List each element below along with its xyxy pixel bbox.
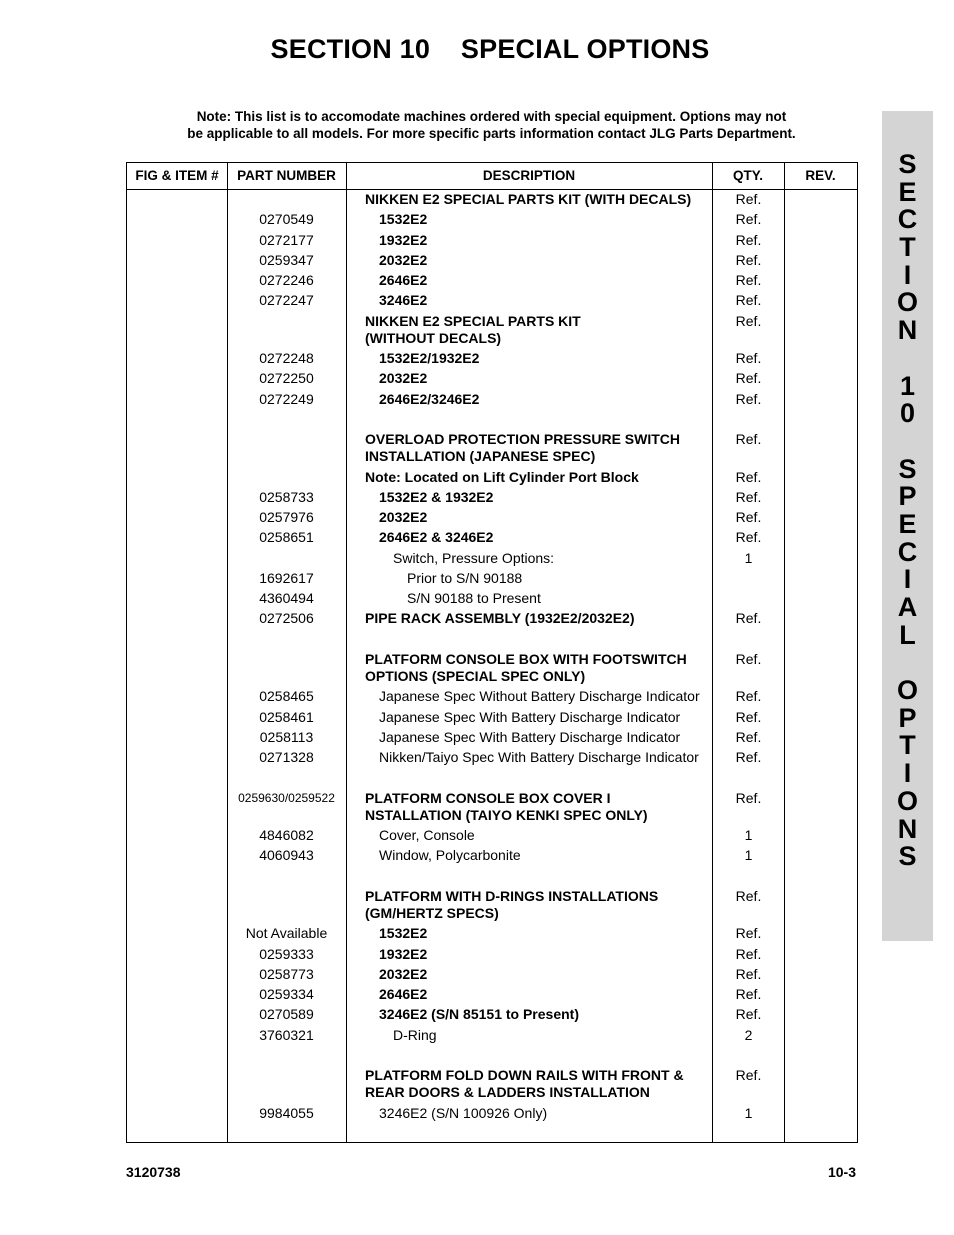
description-line: PLATFORM FOLD DOWN RAILS WITH FRONT & <box>365 1067 684 1083</box>
parts-table <box>126 162 858 1143</box>
side-tab-letter: I <box>903 564 912 595</box>
qty-cell: Ref. <box>735 431 762 447</box>
header-rev: REV. <box>805 168 836 183</box>
side-tab-letter: S <box>898 453 917 484</box>
side-tab-letter <box>882 345 933 373</box>
description-cell <box>379 827 724 844</box>
side-tab-letter: N <box>897 315 918 346</box>
section-side-tab-letters <box>882 151 933 871</box>
side-tab-letter: E <box>898 508 917 539</box>
qty-cell: Ref. <box>735 292 762 308</box>
qty-cell: Ref. <box>735 232 762 248</box>
description-line: 2032E2 <box>379 966 428 982</box>
part-number-cell: 9984055 <box>259 1105 314 1121</box>
description-line: NIKKEN E2 SPECIAL PARTS KIT <box>365 313 581 329</box>
description-cell <box>379 709 724 726</box>
part-number-cell: 0258773 <box>259 966 314 982</box>
description-line: 1932E2 <box>379 946 428 962</box>
qty-cell: Ref. <box>735 749 762 765</box>
part-number-cell: 0258465 <box>259 688 314 704</box>
description-cell <box>379 509 724 526</box>
part-number-cell: 0259333 <box>259 946 314 962</box>
description-cell <box>365 431 710 465</box>
qty-cell: Ref. <box>735 966 762 982</box>
description-line: 2032E2 <box>379 252 428 268</box>
description-cell <box>365 610 710 627</box>
description-line: 2646E2 <box>379 272 428 288</box>
side-tab-letter: L <box>899 619 916 650</box>
description-line: 1932E2 <box>379 232 428 248</box>
description-cell <box>379 350 724 367</box>
side-tab-letter <box>882 428 933 456</box>
description-line: 1532E2 <box>379 211 428 227</box>
header-qty: QTY. <box>732 168 763 183</box>
part-number-cell: 0272246 <box>259 272 314 288</box>
description-cell <box>379 489 724 506</box>
description-line: Switch, Pressure Options: <box>393 550 555 566</box>
description-cell <box>379 1105 724 1122</box>
description-line: Japanese Spec With Battery Discharge Indicator <box>379 729 681 745</box>
qty-cell: Ref. <box>735 350 762 366</box>
part-number-cell: 0259347 <box>259 252 314 268</box>
qty-cell: Ref. <box>735 489 762 505</box>
description-cell <box>365 790 710 824</box>
description-cell <box>365 1067 710 1101</box>
qty-cell: Ref. <box>735 272 762 288</box>
qty-cell: Ref. <box>735 313 762 329</box>
description-line: NSTALLATION (TAIYO KENKI SPEC ONLY) <box>365 807 648 823</box>
header-divider <box>127 189 857 190</box>
header-fig-item: FIG & ITEM # <box>135 168 219 183</box>
qty-cell: Ref. <box>735 1006 762 1022</box>
qty-cell: Ref. <box>735 211 762 227</box>
part-number-cell: 0258733 <box>259 489 314 505</box>
part-number-cell: 0270589 <box>259 1006 314 1022</box>
description-line: OPTIONS (SPECIAL SPEC ONLY) <box>365 668 586 684</box>
header-part-number: PART NUMBER <box>237 168 336 183</box>
qty-cell: 2 <box>744 1027 753 1043</box>
part-number-cell: 1692617 <box>259 570 314 586</box>
qty-cell: Ref. <box>735 509 762 525</box>
description-line: Nikken/Taiyo Spec With Battery Discharge Indicator <box>379 749 699 765</box>
description-line: OVERLOAD PROTECTION PRESSURE SWITCH <box>365 431 681 447</box>
description-cell <box>379 211 724 228</box>
description-cell <box>379 272 724 289</box>
description-line: D-Ring <box>393 1027 437 1043</box>
description-cell <box>407 590 752 607</box>
description-cell <box>393 550 738 567</box>
side-tab-letter: O <box>896 675 918 706</box>
qty-cell: Ref. <box>735 252 762 268</box>
description-line: 1532E2 <box>379 925 428 941</box>
side-tab-letter: I <box>903 259 912 290</box>
part-number-cell: 4360494 <box>259 590 314 606</box>
description-line: PLATFORM CONSOLE BOX COVER I <box>365 790 611 806</box>
description-line: (WITHOUT DECALS) <box>365 330 502 346</box>
document-number: 3120738 <box>126 1164 181 1180</box>
part-number-cell: 0272250 <box>259 370 314 386</box>
description-line: 2032E2 <box>379 509 428 525</box>
qty-cell: Ref. <box>735 651 762 667</box>
side-tab-letter: I <box>903 758 912 789</box>
part-number-cell: 0271328 <box>259 749 314 765</box>
description-line: Window, Polycarbonite <box>379 847 521 863</box>
description-cell <box>379 966 724 983</box>
part-number-cell: 0259630/0259522 <box>238 791 335 805</box>
qty-cell: 1 <box>744 847 753 863</box>
qty-cell: Ref. <box>735 925 762 941</box>
description-line: Cover, Console <box>379 827 475 843</box>
description-line: 3246E2 (S/N 100926 Only) <box>379 1105 548 1121</box>
qty-cell: Ref. <box>735 946 762 962</box>
description-cell <box>365 191 710 208</box>
qty-cell: Ref. <box>735 709 762 725</box>
qty-cell: Ref. <box>735 688 762 704</box>
side-tab-letter: S <box>898 841 917 872</box>
qty-cell: Ref. <box>735 1067 762 1083</box>
part-number-cell: 0258651 <box>259 529 314 545</box>
description-cell <box>379 946 724 963</box>
side-tab-letter: N <box>897 813 918 844</box>
description-cell <box>379 252 724 269</box>
description-cell <box>379 847 724 864</box>
part-number-cell: 0257976 <box>259 509 314 525</box>
description-cell <box>379 1006 724 1023</box>
description-cell <box>407 570 752 587</box>
qty-cell: Ref. <box>735 391 762 407</box>
part-number-cell: 0272506 <box>259 610 314 626</box>
column-divider <box>784 163 785 1142</box>
description-cell <box>379 232 724 249</box>
side-tab-letter: 1 <box>899 370 916 401</box>
qty-cell: 1 <box>744 827 753 843</box>
qty-cell: 1 <box>744 1105 753 1121</box>
side-tab-letter: T <box>899 730 916 761</box>
part-number-cell: 0272177 <box>259 232 314 248</box>
part-number-cell: 0272247 <box>259 292 314 308</box>
description-cell <box>365 313 710 347</box>
part-number-cell: 0270549 <box>259 211 314 227</box>
description-cell <box>365 651 710 685</box>
description-cell <box>365 469 710 486</box>
description-line: Japanese Spec Without Battery Discharge Indicator <box>379 688 700 704</box>
description-line: 3246E2 <box>379 292 428 308</box>
side-tab-letter: P <box>898 702 917 733</box>
part-number-cell: 4846082 <box>259 827 314 843</box>
side-tab-letter: O <box>896 287 918 318</box>
side-tab-letter: E <box>898 176 917 207</box>
side-tab-letter: C <box>897 204 918 235</box>
part-number-cell: 0258113 <box>259 729 314 745</box>
side-tab-letter <box>882 649 933 677</box>
side-tab-letter: A <box>897 592 918 622</box>
side-tab-letter: O <box>896 785 918 816</box>
section-side-tab <box>882 111 933 941</box>
description-line: Prior to S/N 90188 <box>407 570 523 586</box>
description-line: Note: Located on Lift Cylinder Port Block <box>365 469 639 485</box>
description-cell <box>393 1027 738 1044</box>
qty-cell: Ref. <box>735 610 762 626</box>
column-divider <box>346 163 347 1142</box>
description-line: REAR DOORS & LADDERS INSTALLATION <box>365 1084 650 1100</box>
qty-cell: Ref. <box>735 469 762 485</box>
qty-cell: Ref. <box>735 191 762 207</box>
side-tab-letter: S <box>898 149 917 179</box>
description-cell <box>379 529 724 546</box>
page-title: SECTION 10 SPECIAL OPTIONS <box>270 34 710 64</box>
description-line: Japanese Spec With Battery Discharge Indicator <box>379 709 681 725</box>
description-cell <box>379 749 724 766</box>
description-line: (GM/HERTZ SPECS) <box>365 905 499 921</box>
description-line: 2032E2 <box>379 370 428 386</box>
qty-cell: 1 <box>744 550 753 566</box>
description-cell <box>379 925 724 942</box>
description-line: S/N 90188 to Present <box>407 590 541 606</box>
part-number-cell: 0272249 <box>259 391 314 407</box>
description-line: 3246E2 (S/N 85151 to Present) <box>379 1006 579 1022</box>
note-line-1: Note: This list is to accomodate machines ordered with special equipment. Options may not <box>196 109 787 124</box>
note-line-2: be applicable to all models. For more specific parts information contact JLG Parts Department. <box>187 126 796 141</box>
description-line: PLATFORM CONSOLE BOX WITH FOOTSWITCH <box>365 651 687 667</box>
part-number-cell: 0272248 <box>259 350 314 366</box>
part-number-cell: Not Available <box>245 925 328 941</box>
description-cell <box>379 391 724 408</box>
side-tab-letter: T <box>899 232 916 263</box>
description-line: NIKKEN E2 SPECIAL PARTS KIT (WITH DECALS) <box>365 191 692 207</box>
qty-cell: Ref. <box>735 370 762 386</box>
part-number-cell: 3760321 <box>259 1027 314 1043</box>
header-description: DESCRIPTION <box>482 168 576 183</box>
side-tab-letter: 0 <box>899 398 916 429</box>
description-line: 2646E2 <box>379 986 428 1002</box>
part-number-cell: 0259334 <box>259 986 314 1002</box>
side-tab-letter: P <box>898 481 917 512</box>
description-cell <box>379 986 724 1003</box>
page-note <box>126 108 857 142</box>
description-line: INSTALLATION (JAPANESE SPEC) <box>365 448 596 464</box>
description-cell <box>379 370 724 387</box>
part-number-cell: 0258461 <box>259 709 314 725</box>
qty-cell: Ref. <box>735 790 762 806</box>
description-line: PIPE RACK ASSEMBLY (1932E2/2032E2) <box>365 610 635 626</box>
description-cell <box>379 292 724 309</box>
description-line: PLATFORM WITH D-RINGS INSTALLATIONS <box>365 888 659 904</box>
description-line: 2646E2/3246E2 <box>379 391 480 407</box>
qty-cell: Ref. <box>735 986 762 1002</box>
qty-cell: Ref. <box>735 729 762 745</box>
description-line: 1532E2 & 1932E2 <box>379 489 494 505</box>
description-cell <box>365 888 710 922</box>
page-number: 10-3 <box>827 1164 856 1180</box>
description-cell <box>379 729 724 746</box>
part-number-cell: 4060943 <box>259 847 314 863</box>
description-line: 1532E2/1932E2 <box>379 350 480 366</box>
side-tab-letter: C <box>897 536 918 567</box>
description-line: 2646E2 & 3246E2 <box>379 529 494 545</box>
description-cell <box>379 688 724 705</box>
qty-cell: Ref. <box>735 529 762 545</box>
qty-cell: Ref. <box>735 888 762 904</box>
